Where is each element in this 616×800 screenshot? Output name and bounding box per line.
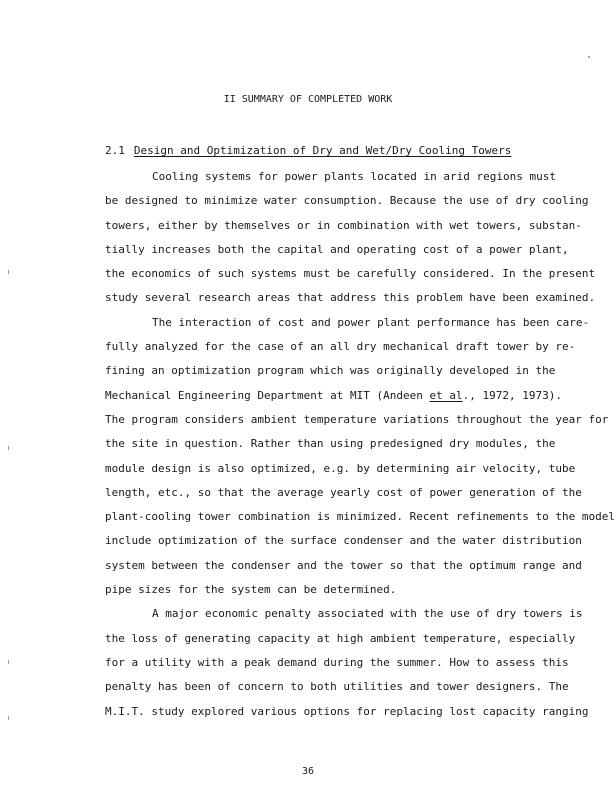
scan-margin-mark [8, 660, 9, 664]
section-heading [105, 144, 511, 157]
citation-text: Mechanical Engineering Department at MIT (Andeen [105, 388, 430, 402]
text-line: module design is also optimized, e.g. by determining air velocity, tube [105, 461, 576, 475]
scan-margin-mark [8, 716, 9, 720]
text-line-citation [105, 384, 575, 408]
text-line: for a utility with a peak demand during the summer. How to assess this [105, 655, 569, 669]
text-line: M.I.T. study explored various options for replacing lost capacity ranging [105, 704, 589, 718]
text-line: The program considers ambient temperature variations throughout the year for [105, 412, 609, 426]
text-line: the economics of such systems must be carefully considered. In the present [105, 267, 596, 281]
citation-years: ., 1972, 1973). [462, 388, 562, 402]
text-line: fully analyzed for the case of an all dry mechanical draft tower by re- [105, 340, 576, 354]
text-line: study several research areas that address this problem have been examined. [105, 291, 596, 305]
text-line: tially increases both the capital and operating cost of a power plant, [105, 242, 569, 256]
text-line: fining an optimization program which was originally developed in the [105, 364, 556, 378]
page-number: 36 [301, 766, 315, 777]
chapter-heading: II SUMMARY OF COMPLETED WORK [223, 94, 393, 105]
section-title: Design and Optimization of Dry and Wet/Dry Cooling Towers [133, 144, 512, 157]
text-line: A major economic penalty associated with the use of dry towers is [152, 607, 583, 621]
citation-et-al: et al [429, 388, 463, 402]
scan-margin-mark [8, 270, 9, 274]
section-number: 2.1 [105, 144, 125, 157]
body-text [105, 165, 615, 724]
text-line: towers, either by themselves or in combination with wet towers, substan- [105, 218, 582, 232]
text-line: length, etc., so that the average yearly cost of power generation of the [105, 485, 582, 499]
text-line: the loss of generating capacity at high ambient temperature, especially [105, 631, 576, 645]
text-line: Cooling systems for power plants located in arid regions must [152, 170, 556, 183]
scan-speck [588, 56, 590, 58]
text-line: pipe sizes for the system can be determined. [105, 583, 397, 597]
text-line: plant-cooling tower combination is minimized. Recent refinements to the model [105, 510, 615, 524]
text-line: include optimization of the surface condenser and the water distribution [105, 534, 582, 548]
scan-margin-mark [8, 446, 9, 450]
text-line: system between the condenser and the tower so that the optimum range and [105, 558, 582, 572]
text-line: The interaction of cost and power plant performance has been care- [152, 315, 590, 329]
text-line: the site in question. Rather than using predesigned dry modules, the [105, 437, 556, 451]
text-line: penalty has been of concern to both utilities and tower designers. The [105, 680, 569, 694]
text-line: be designed to minimize water consumption. Because the use of dry cooling [105, 194, 589, 208]
